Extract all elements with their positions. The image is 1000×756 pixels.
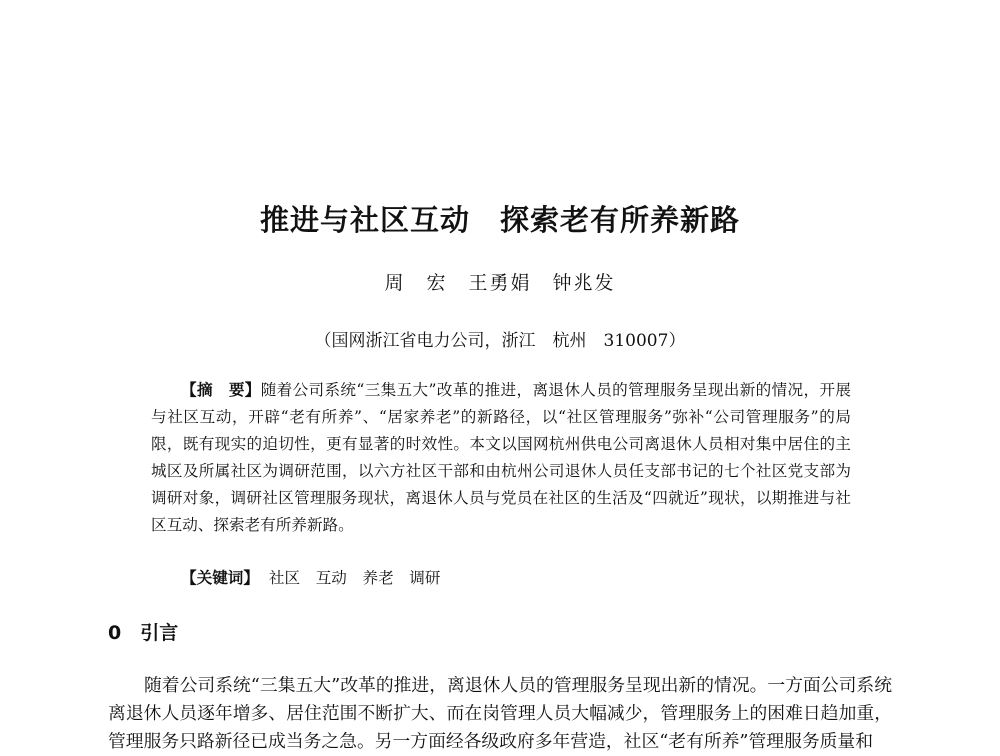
keywords-label: 【关键词】 xyxy=(181,569,259,587)
abstract-text: 随着公司系统“三集五大”改革的推进，离退休人员的管理服务呈现出新的情况，开展与社区互动，开辟“老有所养”、“居家养老”的新路径，以“社区管理服务”弥补“公司管理服务”的局限，既有现实的迫切性，更有显著的时效性。本文以国网杭州供电公司离退休人员相对集中居住的主城区及所属社区为调研范围，以六方社区干部和由杭州公司退休人员任支部书记的七个社区党支部为调研对象，调研社区管理服务现状，离退休人员与党员在社区的生活及“四就近”现状，以期推进与社区互动、探索老有所养新路。 xyxy=(151,381,851,535)
paper-title: 推进与社区互动 探索老有所养新路 xyxy=(259,203,740,237)
keywords-text: 社区 互动 养老 调研 xyxy=(268,569,441,587)
section-number: 0 xyxy=(108,622,122,644)
author-affiliation: （国网浙江省电力公司，浙江 杭州 310007） xyxy=(314,331,686,351)
abstract-block xyxy=(151,377,851,540)
keywords-line xyxy=(181,566,440,588)
abstract-label: 【摘 要】 xyxy=(181,381,261,399)
body-paragraph: 随着公司系统“三集五大”改革的推进，离退休人员的管理服务呈现出新的情况。一方面公司系统离退休人员逐年增多、居住范围不断扩大、而在岗管理人员大幅减少，管理服务上的困难日趋加重，管理服务只路新径已成当务之急。另一方面经各级政府多年营造，社区“老有所养”管理服务质量和 xyxy=(108,675,892,752)
section-title: 引言 xyxy=(140,622,179,644)
section-heading xyxy=(108,618,178,645)
author-list: 周 宏 王勇娟 钟兆发 xyxy=(384,272,616,294)
